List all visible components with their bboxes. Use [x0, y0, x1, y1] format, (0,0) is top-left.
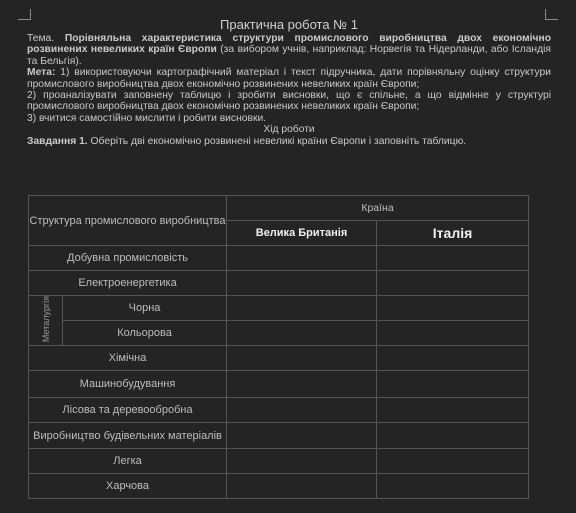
cell-mining-2[interactable] — [377, 246, 529, 271]
cell-construction-1[interactable] — [227, 423, 377, 449]
task-paragraph — [27, 136, 551, 147]
cell-mining-1[interactable] — [227, 246, 377, 271]
cell-chemical-2[interactable] — [377, 346, 529, 371]
theme-bold: Порівняльна характеристика структури промислового виробництва двох економічно розвинених невеликих країн Європи — [27, 33, 551, 56]
cell-nonferrous-2[interactable] — [377, 321, 529, 346]
goal-paragraph — [27, 67, 551, 90]
cell-ferrous-1[interactable] — [227, 296, 377, 321]
cell-ferrous-2[interactable] — [377, 296, 529, 321]
row-label-light: Легка — [29, 449, 227, 474]
cell-light-2[interactable] — [377, 449, 529, 474]
document-body — [27, 17, 551, 147]
row-label-chemical: Хімічна — [29, 346, 227, 371]
cell-forestry-1[interactable] — [227, 398, 377, 423]
row-label-construction: Виробництво будівельних матеріалів — [29, 423, 227, 449]
goal-label: Мета: — [27, 67, 56, 79]
cell-machinery-2[interactable] — [377, 371, 529, 398]
cell-light-1[interactable] — [227, 449, 377, 474]
cell-energy-1[interactable] — [227, 271, 377, 296]
cell-machinery-1[interactable] — [227, 371, 377, 398]
structure-header: Структура промислового виробництва — [29, 196, 227, 246]
row-label-ferrous: Чорна — [63, 296, 227, 321]
page-title: Практична робота № 1 — [220, 17, 358, 32]
goal-1: 1) використовуючи картографічний матеріал і текст підручника, дати порівняльну оцінку структури промислового виробництва двох економічно розвинених невеликих країн Європи; — [27, 67, 551, 90]
cell-energy-2[interactable] — [377, 271, 529, 296]
theme-paragraph — [27, 33, 551, 67]
row-label-machinery: Машинобудування — [29, 371, 227, 398]
row-label-mining: Добувна промисловість — [29, 246, 227, 271]
theme-rest: (за вибором учнів, наприклад: Норвегія та Нідерланди, або Ісландія та Бельгія). — [27, 44, 551, 67]
row-label-energy: Електроенергетика — [29, 271, 227, 296]
row-label-nonferrous: Кольорова — [63, 321, 227, 346]
cell-nonferrous-1[interactable] — [227, 321, 377, 346]
country-1-header: Велика Британія — [227, 221, 377, 246]
progress-heading: Хід роботи — [263, 124, 315, 136]
goal-2: 2) проаналізувати заповнену таблицю і зробити висновки, що є спільне, а що відмінне у структурі промислового виробництва двох економічно розвинених невеликих країн Європи; — [27, 90, 551, 113]
country-header: Країна — [227, 196, 529, 221]
cell-construction-2[interactable] — [377, 423, 529, 449]
metallurgy-label: Металургія — [29, 296, 63, 346]
task-text: Оберіть дві економічно розвинені невеликі країни Європи і заповніть таблицю. — [90, 135, 467, 147]
row-label-food: Харчова — [29, 474, 227, 499]
theme-prefix: Тема. — [27, 33, 55, 44]
cell-chemical-1[interactable] — [227, 346, 377, 371]
row-label-forestry: Лісова та деревообробна — [29, 398, 227, 423]
cell-forestry-2[interactable] — [377, 398, 529, 423]
country-2-header: Італія — [377, 221, 529, 246]
comparison-table — [28, 195, 529, 499]
goal-3: 3) вчитися самостійно мислити і робити висновки. — [27, 112, 267, 124]
cell-food-1[interactable] — [227, 474, 377, 499]
cell-food-2[interactable] — [377, 474, 529, 499]
task-label: Завдання 1. — [27, 135, 88, 147]
